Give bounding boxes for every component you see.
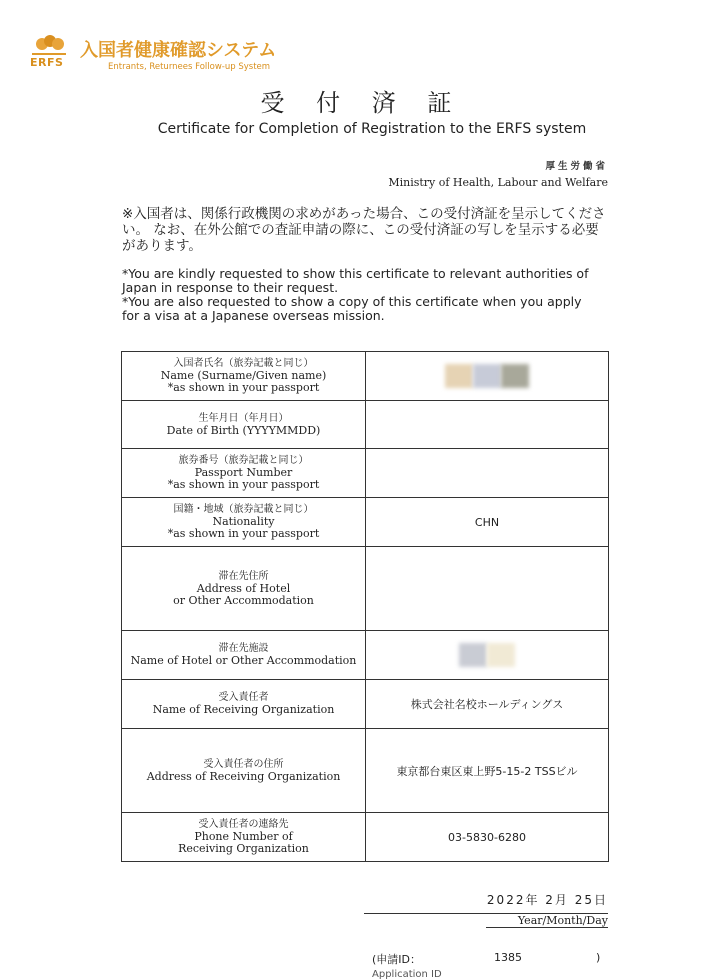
logo-subtitle: Entrants, Returnees Follow-up System — [108, 62, 271, 72]
label-en: Nationality — [212, 515, 275, 528]
label-en-note: *as shown in your passport — [167, 527, 320, 540]
table-row — [122, 631, 609, 680]
receiving-organization-value: 株式会社名校ホールディングス — [366, 680, 609, 729]
redacted-hotel-name — [459, 643, 515, 667]
label-en-note: or Other Accommodation — [173, 593, 314, 607]
field-label — [122, 352, 366, 401]
label-en: Phone Number of — [194, 830, 293, 843]
field-label — [122, 729, 366, 813]
label-en: Name of Receiving Organization — [152, 703, 335, 716]
application-id-label-en: Application ID — [372, 969, 442, 980]
label-en-note: *as shown in your passport — [167, 478, 320, 491]
page-title-en: Certificate for Completion of Registration to the ERFS system — [157, 121, 587, 137]
label-jp: 国籍・地域（旅券記載と同じ） — [173, 504, 314, 515]
ministry-name-en: Ministry of Health, Labour and Welfare — [388, 176, 608, 189]
issue-date: 2022年 2月 25日 — [364, 891, 608, 914]
label-en: Name (Surname/Given name) — [160, 369, 327, 382]
application-id-close: ) — [596, 951, 601, 964]
registration-info-table — [121, 351, 609, 862]
label-jp: 旅券番号（旅券記載と同じ） — [178, 455, 309, 466]
field-label — [122, 813, 366, 862]
application-id — [372, 951, 612, 980]
label-en: Date of Birth (YYYYMMDD) — [166, 423, 321, 437]
label-jp: 受入責任者の住所 — [203, 758, 284, 770]
table-row — [122, 729, 609, 813]
name-value — [366, 352, 609, 401]
field-label — [122, 449, 366, 498]
label-jp: 滞在先施設 — [218, 643, 269, 654]
label-en-note: Receiving Organization — [178, 842, 309, 855]
field-label — [122, 547, 366, 631]
flower-logo-icon — [28, 34, 72, 76]
label-en: Name of Hotel or Other Accommodation — [130, 654, 357, 667]
label-jp: 受入責任者 — [218, 692, 269, 703]
label-en: Passport Number — [194, 466, 293, 479]
field-label — [122, 631, 366, 680]
notice-en-line-2: *You are also requested to show a copy of this certificate when you apply for a visa at a Japanese overseas mission. — [122, 294, 582, 323]
label-en: Address of Receiving Organization — [146, 769, 341, 783]
table-row — [122, 449, 609, 498]
ministry-name-jp: 厚生労働省 — [545, 161, 608, 172]
field-label — [122, 498, 366, 547]
notice-en-line-1: *You are kindly requested to show this certificate to relevant authorities of Japan in response to their request. — [122, 266, 589, 295]
receiving-organization-phone-value: 03-5830-6280 — [366, 813, 609, 862]
logo-title: 入国者健康確認システム — [80, 40, 277, 61]
table-row — [122, 498, 609, 547]
receiving-organization-address-value: 東京都台東区東上野5-15-2 TSSビル — [366, 729, 609, 813]
table-row — [122, 401, 609, 449]
table-row — [122, 680, 609, 729]
logo-abbreviation: ERFS — [30, 56, 64, 69]
erfs-logo — [28, 34, 328, 80]
passport-number-value — [366, 449, 609, 498]
application-id-value: 1385 — [494, 951, 522, 964]
label-jp: 入国者氏名（旅券記載と同じ） — [173, 358, 314, 369]
label-jp: 受入責任者の連絡先 — [198, 819, 289, 830]
label-jp: 生年月日（年月日） — [198, 412, 289, 424]
redacted-name — [445, 364, 529, 388]
table-row — [122, 813, 609, 862]
application-id-label: (申請ID： — [372, 953, 422, 966]
birth-date-value — [366, 401, 609, 449]
label-jp: 滞在先住所 — [218, 570, 269, 582]
notice-en — [122, 267, 602, 323]
field-label — [122, 680, 366, 729]
table-row — [122, 547, 609, 631]
nationality-value: CHN — [366, 498, 609, 547]
page-title-jp: 受 付 済 証 — [260, 89, 464, 117]
notice-jp: ※入国者は、関係行政機関の求めがあった場合、この受付済証を呈示してください。 なお、在外公館での査証申請の際に、この受付済証の写しを呈示する必要があります。 — [122, 206, 606, 254]
table-row — [122, 352, 609, 401]
label-en: Address of Hotel — [196, 581, 291, 595]
date-format-label: Year/Month/Day — [486, 914, 608, 928]
label-en-note: *as shown in your passport — [167, 381, 320, 394]
hotel-address-value — [366, 547, 609, 631]
hotel-name-value — [366, 631, 609, 680]
field-label — [122, 401, 366, 449]
